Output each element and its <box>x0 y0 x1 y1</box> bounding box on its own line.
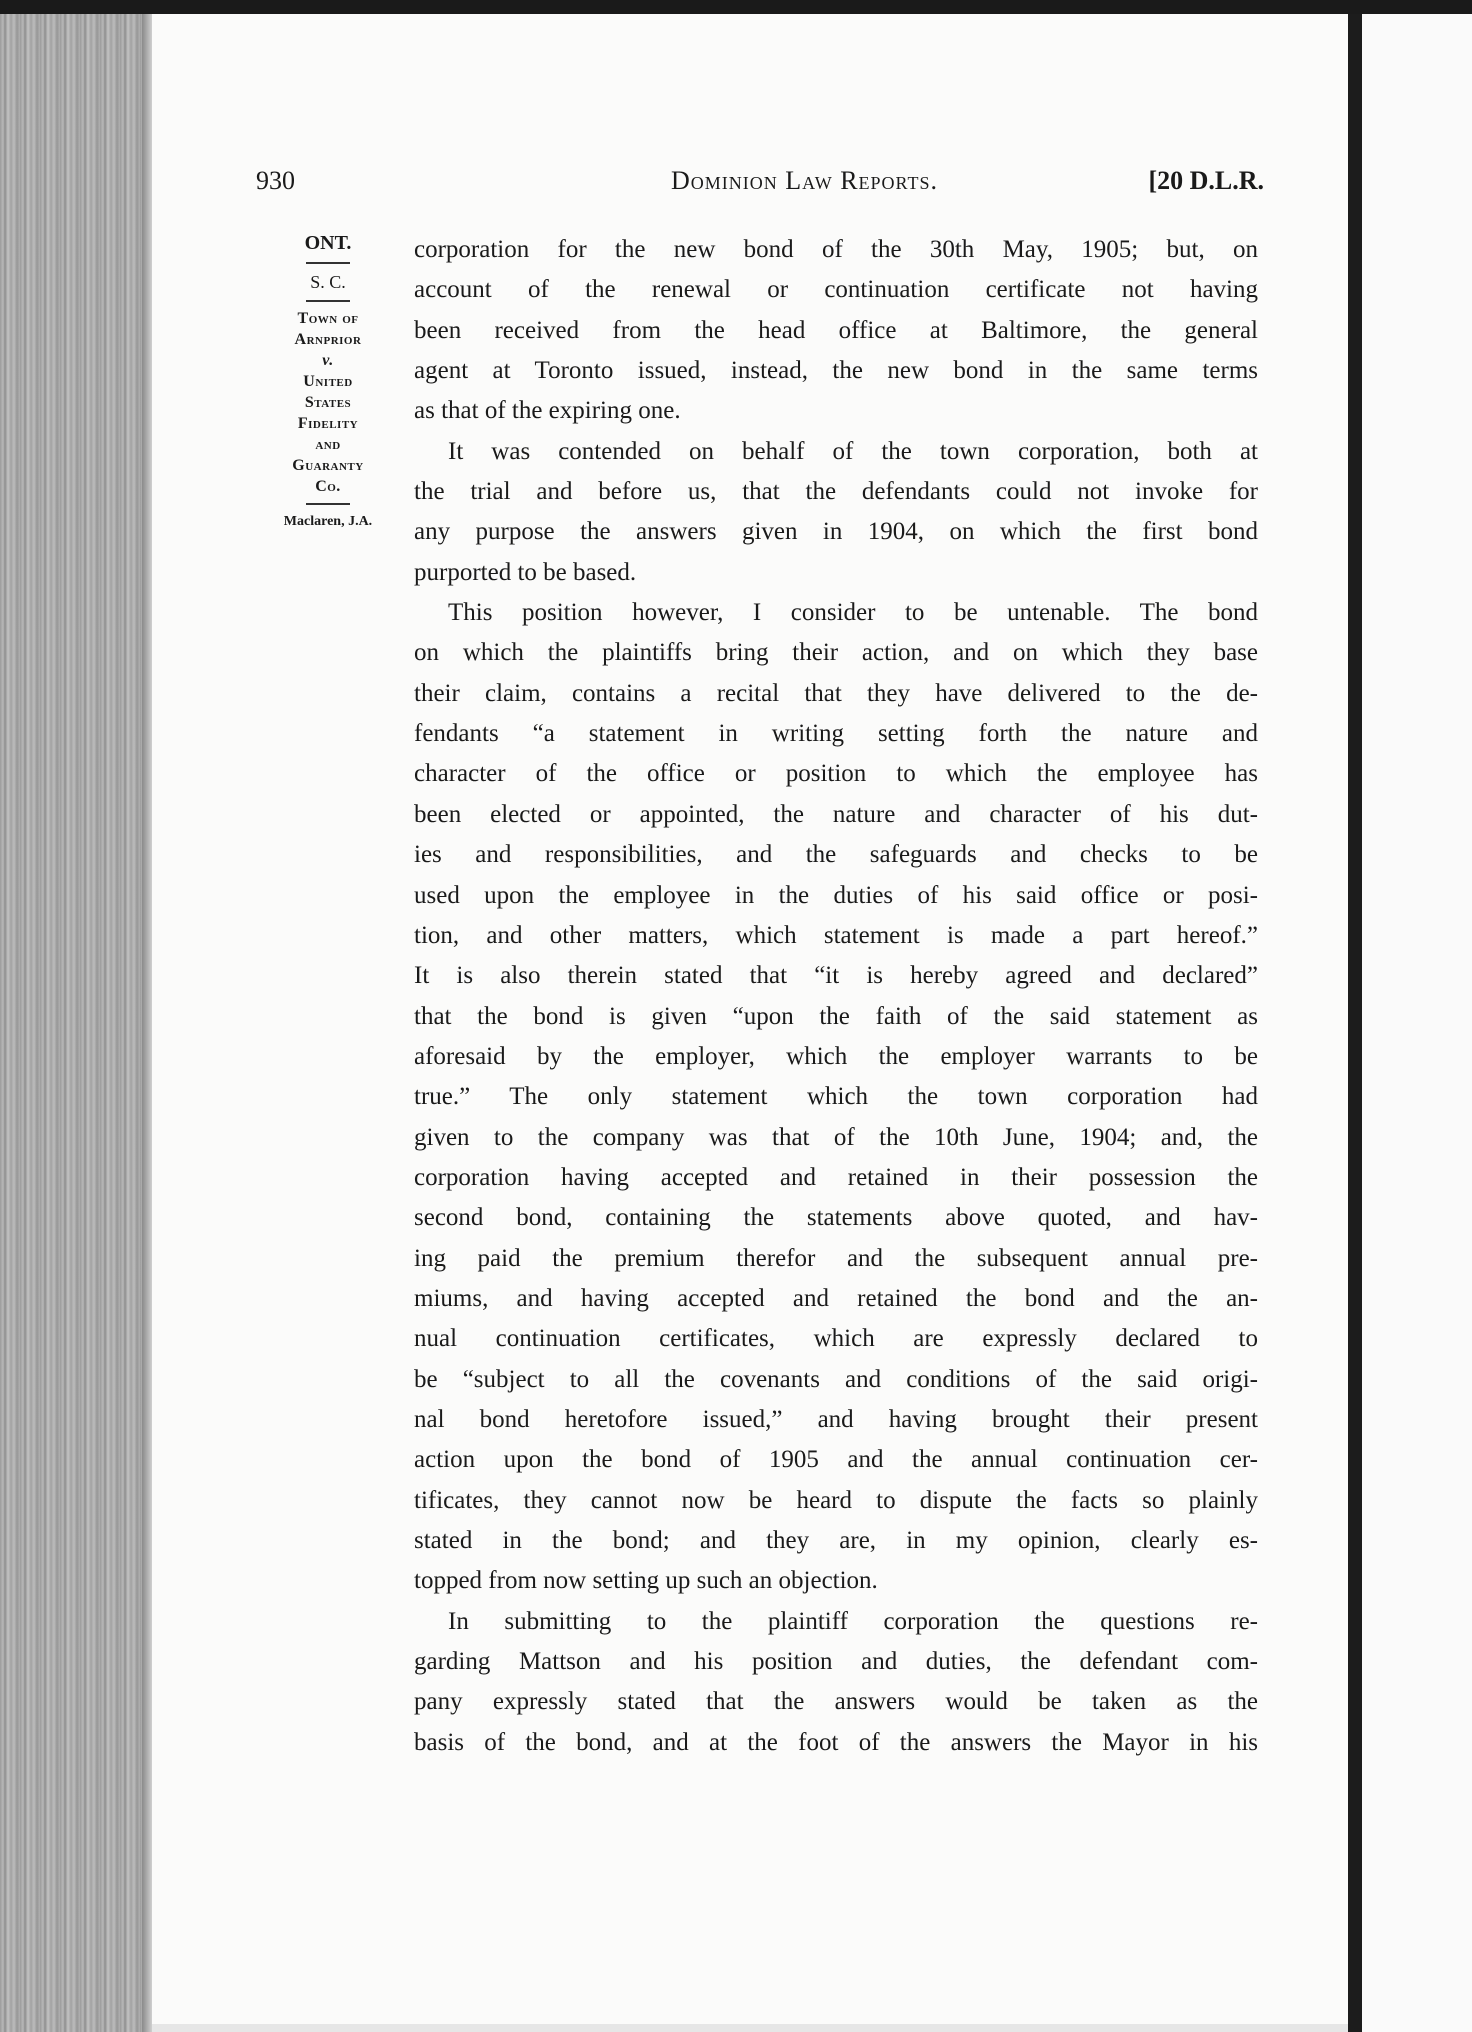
text-line: character of the office or position to which the employee has <box>414 760 1258 788</box>
judgment-body-text <box>414 230 1258 1763</box>
text-line: their claim, contains a recital that they have delivered to the de- <box>414 679 1258 707</box>
case-name-line: Fidelity <box>297 415 359 432</box>
text-line: basis of the bond, and at the foot of the answers the Mayor in his <box>414 1728 1258 1756</box>
text-line: tificates, they cannot now be heard to dispute the facts so plainly <box>414 1486 1258 1514</box>
case-name-line: Co. <box>315 478 341 495</box>
text-line: account of the renewal or continuation certificate not having <box>414 276 1258 304</box>
case-name-line: and <box>315 436 341 453</box>
text-line: be “subject to all the covenants and conditions of the said origi- <box>414 1365 1258 1393</box>
marginal-sidenote <box>260 230 396 533</box>
jurisdiction-label: ONT. <box>304 232 352 254</box>
text-line: ing paid the premium therefor and the subsequent annual pre- <box>414 1244 1258 1272</box>
text-line: It was contended on behalf of the town corporation, both at <box>448 437 1258 465</box>
text-line: any purpose the answers given in 1904, on which the first bond <box>414 518 1258 546</box>
text-line: It is also therein stated that “it is hereby agreed and declared” <box>414 962 1258 990</box>
case-name-line: States <box>304 394 352 411</box>
text-line: true.” The only statement which the town corporation had <box>414 1083 1258 1111</box>
text-line: In submitting to the plaintiff corporation the questions re- <box>448 1607 1258 1635</box>
text-line: purported to be based. <box>414 558 637 586</box>
text-line: fendants “a statement in writing setting forth the nature and <box>414 720 1258 748</box>
text-line: given to the company was that of the 10th June, 1904; and, the <box>414 1123 1258 1151</box>
text-line: ies and responsibilities, and the safeguards and checks to be <box>414 841 1258 869</box>
text-line: miums, and having accepted and retained the bond and the an- <box>414 1284 1258 1312</box>
report-title: Dominion Law Reports. <box>671 166 938 195</box>
bottom-page-edge <box>152 2024 1348 2032</box>
text-line: been elected or appointed, the nature and character of his dut- <box>414 800 1258 828</box>
text-line: corporation for the new bond of the 30th May, 1905; but, on <box>414 236 1258 263</box>
text-line: pany expressly stated that the answers would be taken as the <box>414 1688 1258 1716</box>
facing-page-edge <box>1362 14 1472 2032</box>
text-line: the trial and before us, that the defendants could not invoke for <box>414 478 1258 506</box>
text-line: that the bond is given “upon the faith of the said statement as <box>414 1002 1258 1030</box>
text-line: topped from now setting up such an objection. <box>414 1567 878 1595</box>
case-name-line: Town of <box>297 310 359 327</box>
page-number: 930 <box>256 166 295 195</box>
text-line: nual continuation certificates, which are expressly declared to <box>414 1325 1258 1353</box>
text-line: This position however, I consider to be untenable. The bond <box>448 599 1258 627</box>
text-line: action upon the bond of 1905 and the annual continuation cer- <box>414 1446 1258 1474</box>
book-binding <box>1348 14 1362 2032</box>
text-line: as that of the expiring one. <box>414 397 681 425</box>
court-label: S. C. <box>310 272 346 292</box>
sidenote-divider <box>306 262 350 264</box>
case-name-line: Arnprior <box>294 331 362 348</box>
text-line: used upon the employee in the duties of his said office or posi- <box>414 881 1258 909</box>
text-line: garding Mattson and his position and duties, the defendant com- <box>414 1648 1258 1676</box>
judge-name: Maclaren, J.A. <box>283 514 373 529</box>
sidenote-divider <box>306 503 350 505</box>
running-header <box>256 166 1264 206</box>
text-line: aforesaid by the employer, which the employer warrants to be <box>414 1042 1258 1070</box>
text-line: stated in the bond; and they are, in my opinion, clearly es- <box>414 1527 1258 1554</box>
text-line: tion, and other matters, which statement is made a part hereof.” <box>414 921 1258 949</box>
case-name-line: United <box>303 373 353 390</box>
text-line: on which the plaintiffs bring their action, and on which they base <box>414 639 1258 667</box>
case-name-versus: v. <box>322 352 334 369</box>
sidenote-divider <box>306 300 350 302</box>
text-line: been received from the head office at Baltimore, the general <box>414 316 1258 344</box>
book-page-edges <box>0 14 152 2032</box>
volume-citation: [20 D.L.R. <box>1148 166 1264 195</box>
text-line: nal bond heretofore issued,” and having brought their present <box>414 1405 1258 1433</box>
text-line: second bond, containing the statements above quoted, and hav- <box>414 1204 1258 1232</box>
text-line: corporation having accepted and retained in their possession the <box>414 1163 1258 1191</box>
top-scan-border <box>0 0 1472 14</box>
case-name-line: Guaranty <box>292 457 364 474</box>
text-line: agent at Toronto issued, instead, the new bond in the same terms <box>414 357 1258 385</box>
